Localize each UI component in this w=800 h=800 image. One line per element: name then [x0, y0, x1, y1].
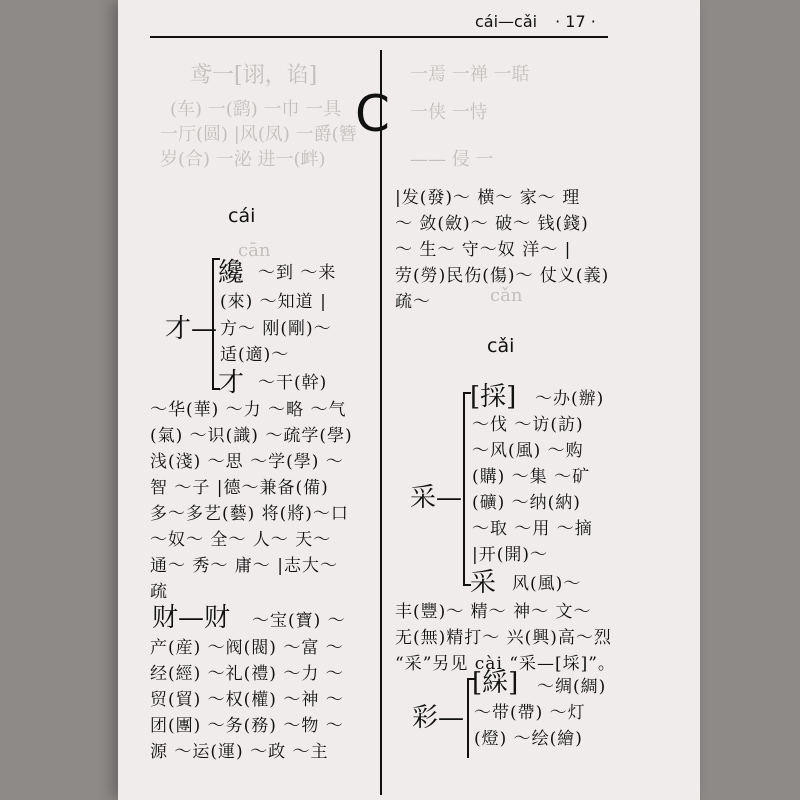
bleed-through-text: 鸢一[诩，谄]: [190, 63, 318, 88]
bleed-through-text: cān: [238, 240, 271, 261]
entry-line: ～风(風) ～购: [472, 441, 584, 461]
page-header: [475, 12, 596, 31]
entry-line: (燈) ～绘(繪): [474, 729, 583, 749]
entry-line: (來) ～知道 |: [220, 292, 327, 312]
entry-line: ～绸(綢): [537, 677, 607, 697]
entry-line: (購) ～集 ～矿: [472, 467, 591, 487]
entry-line: 贸(貿) ～权(權) ～神 ～: [150, 690, 344, 710]
entry-line: 多～多艺(藝) 将(將)～口: [150, 504, 349, 524]
entry-line: 风(風)～: [512, 574, 582, 594]
entry-line: 智 ～子 |德～兼备(備): [150, 478, 329, 498]
entry-line: ～宝(寶) ～: [252, 611, 346, 631]
entry-line: 疏～: [395, 292, 431, 312]
entry-line: |发(發)～ 横～ 家～ 理: [395, 188, 581, 208]
bleed-through-text: 岁(合) 一泌 进一(衅): [160, 149, 326, 170]
cross-reference-note: “采”另见 cài “采—[埰]”。: [395, 654, 616, 674]
entry-line: ～办(辦): [535, 389, 605, 409]
bleed-through-text: cǎn: [490, 285, 523, 306]
entry-line: 适(適)～: [220, 345, 290, 365]
entry-line: ～带(帶) ～灯: [474, 703, 586, 723]
entry-line: 通～ 秀～ 庸～ |志大～: [150, 556, 338, 576]
entry-line: ～奴～ 全～ 人～ 天～: [150, 530, 332, 550]
entry-line: 产(産) ～阀(閥) ～富 ～: [150, 638, 344, 658]
entry-line: ～到 ～来: [258, 263, 337, 283]
entry-line: 疏: [150, 582, 168, 602]
entry-line: ～ 敛(斂)～ 破～ 钱(錢): [395, 214, 589, 234]
bleed-through-text: (车) 一(鹞) 一巾 一具: [170, 99, 342, 120]
header-rule: [150, 36, 608, 38]
variant-form: [綵]: [472, 668, 519, 698]
entry-line: (氣) ～识(識) ～疏学(學): [150, 426, 353, 446]
bleed-through-text: 一侠 一恃: [410, 102, 488, 123]
column-divider: [380, 50, 382, 795]
variant-form: [採]: [470, 382, 517, 412]
header-range: cái—cǎi: [475, 12, 538, 31]
entry-line: 团(團) ～务(務) ～物 ～: [150, 716, 344, 736]
entry-line: 经(經) ～礼(禮) ～力 ～: [150, 664, 344, 684]
entry-line: 方～ 刚(剛)～: [220, 319, 332, 339]
entry-line: ～干(幹): [258, 373, 328, 393]
entry-head-cai-pick: 采—: [410, 483, 463, 513]
variant-form: 采: [470, 568, 497, 598]
entry-line: 浅(淺) ～思 ～学(學) ～: [150, 452, 344, 472]
page-number: · 17 ·: [555, 12, 596, 31]
entry-line: ～华(華) ～力 ～略 ～气: [150, 400, 347, 420]
entry-line: |开(開)～: [472, 545, 548, 565]
entry-line: 丰(豐)～ 精～ 神～ 文～: [395, 602, 592, 622]
entry-line: ～取 ～用 ～摘: [472, 519, 593, 539]
entry-head-cai-color: 彩—: [412, 703, 465, 733]
pinyin-heading-cai3: cǎi: [487, 335, 515, 357]
entry-line: ～伐 ～访(訪): [472, 415, 584, 435]
variant-brace: [463, 392, 471, 586]
bleed-through-text: 一厅(圆) |风(凤) 一爵(簪: [160, 124, 357, 145]
entry-head-cai: 才—: [165, 314, 218, 344]
variant-form: 才: [218, 368, 245, 398]
variant-form: 纔: [218, 258, 245, 288]
entry-line: 无(無)精打～ 兴(興)高～烈: [395, 628, 612, 648]
pinyin-heading-cai: cái: [228, 205, 256, 227]
entry-line: 劳(勞)民伤(傷)～ 仗义(義): [395, 266, 610, 286]
entry-head-cai-wealth: 财—财: [152, 603, 231, 633]
section-letter: C: [355, 85, 390, 143]
bleed-through-text: —— 侵 一: [410, 149, 494, 170]
entry-line: (礦) ～纳(納): [472, 493, 581, 513]
entry-line: 源 ～运(運) ～政 ～主: [150, 742, 329, 762]
entry-line: ～ 生～ 守～奴 洋～ |: [395, 240, 572, 260]
bleed-through-text: 一焉 一禅 一聒: [410, 64, 530, 85]
